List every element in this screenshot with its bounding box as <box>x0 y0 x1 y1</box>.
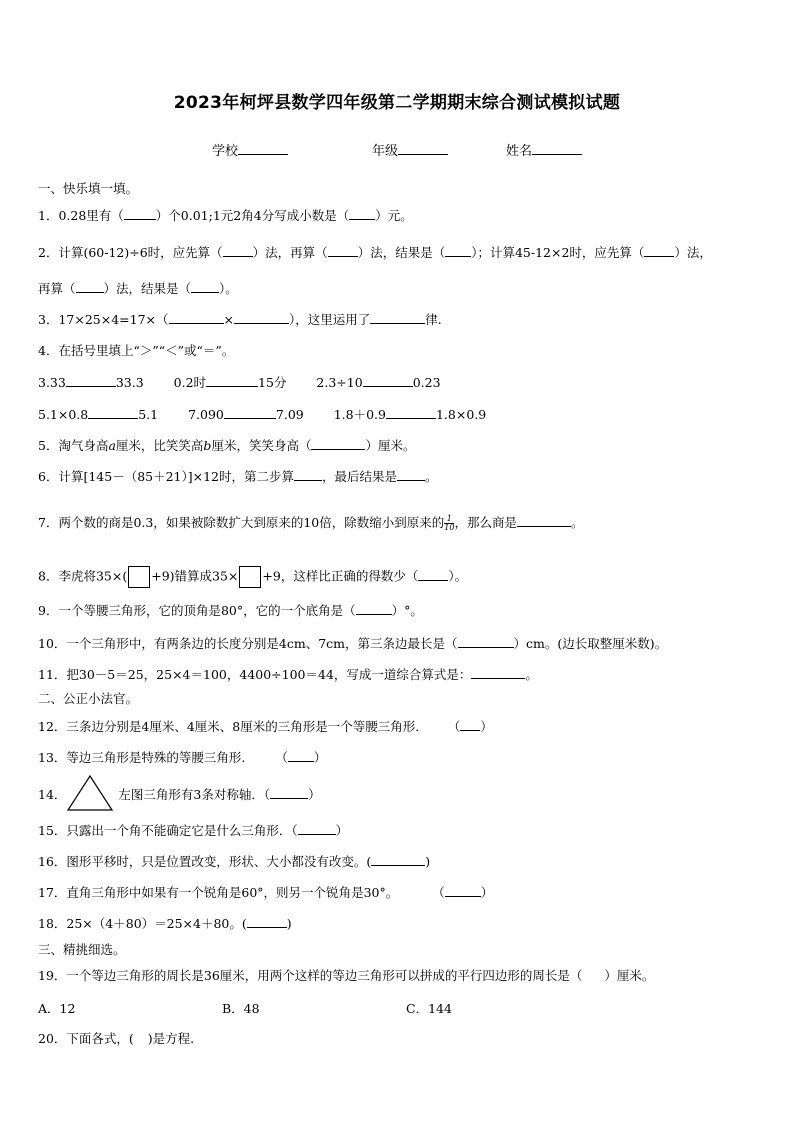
question-3: 3．17×25×4=17×（ × ），这里运用了 律. <box>38 312 442 327</box>
section-2-heading: 二、公正小法官。 <box>38 691 139 706</box>
name-field[interactable] <box>506 140 582 159</box>
question-2-line-1: 2．计算(60-12)÷6时，应先算（ ）法，再算（ ）法，结果是（ ）；计算45-12×2时，应先算（ ）法， <box>38 245 712 260</box>
question-1: 1．0.28里有（ ）个0.01;1元2角4分写成小数是（ ）元。 <box>38 208 413 223</box>
fraction-one-tenth: $\frac{1}{10}$ <box>444 514 455 532</box>
question-4: 4．在括号里填上“＞”“＜”或“＝”。 <box>38 343 235 358</box>
blank-box-1 <box>128 566 150 588</box>
question-7: 7．两个数的商是0.3，如果被除数扩大到原来的10倍，除数缩小到原来的 $\frac{1}{10}$ ，那么商是 。 <box>38 514 584 532</box>
question-17: 17．直角三角形中如果有一个锐角是60°，则另一个锐角是30°。 （ ） <box>38 885 494 900</box>
grade-field[interactable] <box>372 140 448 159</box>
question-11: 11．把30－5＝25，25×4＝100，4400÷100＝44，写成一道综合算式是： 。 <box>38 667 538 682</box>
section-1-heading: 一、快乐填一填。 <box>38 181 139 196</box>
name-label: 姓名 <box>506 144 533 159</box>
blank-box-2 <box>239 566 261 588</box>
question-6: 6．计算[145－（85＋21）]×12时，第二步算 ，最后结果是 。 <box>38 469 438 484</box>
choice-a[interactable]: A．12 <box>38 1001 76 1016</box>
question-4-row-2: 5.1×0.8 5.1 7.090 7.09 1.8＋0.9 1.8×0.9 <box>38 407 487 422</box>
question-20: 20．下面各式，( )是方程. <box>38 1031 195 1046</box>
choice-b[interactable]: B．48 <box>222 1001 260 1016</box>
question-13: 13．等边三角形是特殊的等腰三角形. （ ） <box>38 750 327 765</box>
question-19: 19．一个等边三角形的周长是36厘米，用两个这样的等边三角形可以拼成的平行四边形的周长是（ ）厘米。 <box>38 968 655 983</box>
question-9: 9．一个等腰三角形，它的顶角是80°，它的一个底角是（ ）°。 <box>38 603 423 618</box>
school-label: 学校 <box>212 144 239 159</box>
question-5: 5．淘气身高a厘米，比笑笑高b厘米，笑笑身高（ ）厘米。 <box>38 438 416 453</box>
triangle-figure <box>66 774 114 812</box>
school-field[interactable] <box>212 140 288 159</box>
choice-c[interactable]: C．144 <box>406 1001 452 1016</box>
page-title: 2023年柯坪县数学四年级第二学期期末综合测试模拟试题 <box>173 93 621 113</box>
question-12: 12．三条边分别是4厘米、4厘米、8厘米的三角形是一个等腰三角形． （ ） <box>38 719 493 734</box>
section-3-heading: 三、精挑细选。 <box>38 942 126 957</box>
grade-label: 年级 <box>372 144 399 159</box>
question-8: 8．李虎将35×( +9)错算成35× +9，这样比正确的得数少（ ）。 <box>38 566 467 588</box>
question-16: 16．图形平移时，只是位置改变，形状、大小都没有改变。( ) <box>38 854 431 869</box>
question-4-row-1: 3.33 33.3 0.2时 15分 2.3÷10 0.23 <box>38 375 441 390</box>
question-14: 14． 左图三角形有3条对称轴．（ ） <box>38 787 321 802</box>
question-15: 15．只露出一个角不能确定它是什么三角形．（ ） <box>38 823 349 838</box>
question-10: 10．一个三角形中，有两条边的长度分别是4cm、7cm，第三条边最长是（ ）cm。(边长取整厘米数)。 <box>38 636 668 651</box>
question-18: 18．25×（4＋80）＝25×4＋80。( ) <box>38 916 292 931</box>
question-2-line-2: 再算（ ）法，结果是（ ）。 <box>38 281 238 296</box>
